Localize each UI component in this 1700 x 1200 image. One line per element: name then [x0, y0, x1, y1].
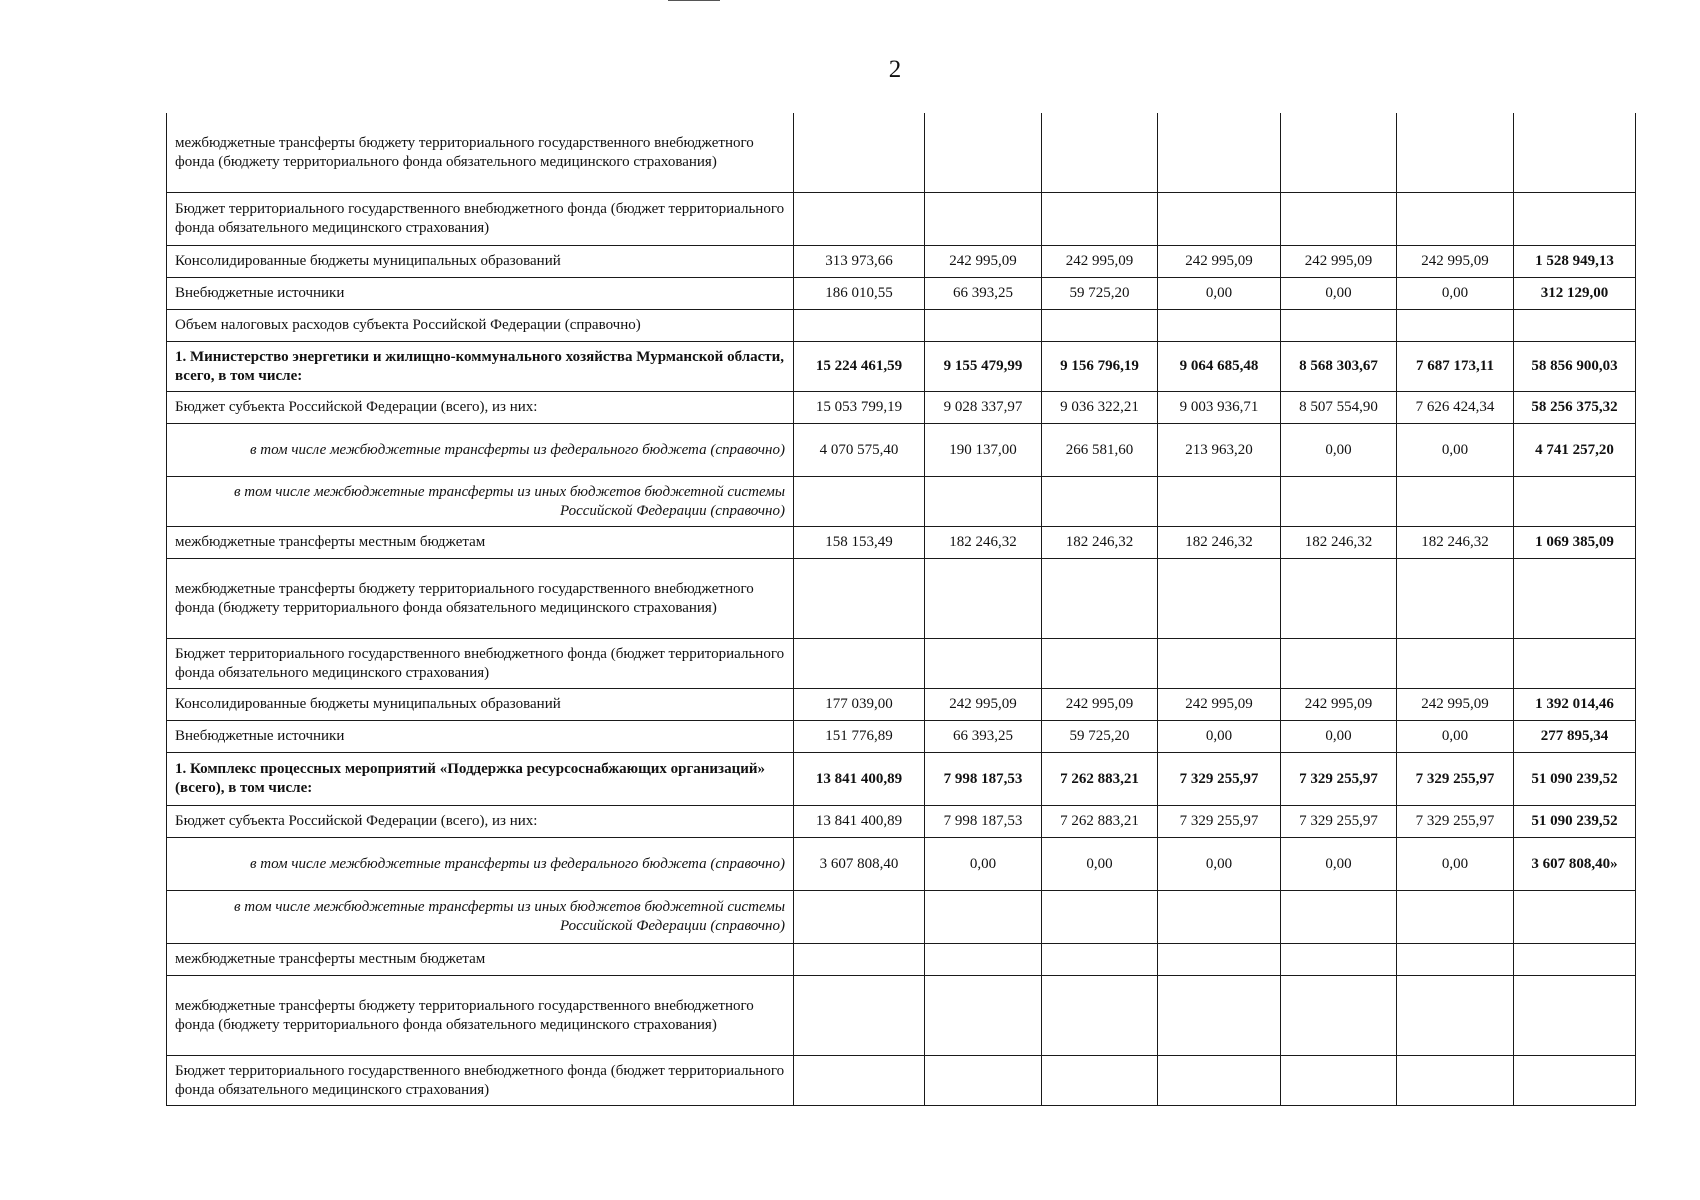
year-value-cell	[794, 891, 925, 944]
total-value-cell: 3 607 808,40»	[1514, 838, 1636, 891]
table-row	[167, 753, 1636, 806]
year-value-cell	[794, 113, 925, 193]
year-value-cell	[1042, 477, 1158, 527]
year-value-cell	[1397, 559, 1514, 639]
year-value-cell: 0,00	[1397, 278, 1514, 310]
year-value-cell: 242 995,09	[1397, 689, 1514, 721]
year-value-cell: 7 329 255,97	[1281, 806, 1397, 838]
row-label: в том числе межбюджетные трансферты из иных бюджетов бюджетной системы Российской Федерации (справочно)	[167, 477, 794, 527]
table-row	[167, 392, 1636, 424]
year-value-cell: 7 329 255,97	[1158, 806, 1281, 838]
year-value-cell: 4 070 575,40	[794, 424, 925, 477]
row-label: межбюджетные трансферты бюджету территориального государственного внебюджетного фонда (бюджету территориального фонда обязательного медицинского страхования)	[167, 113, 794, 193]
year-value-cell	[1158, 891, 1281, 944]
year-value-cell: 0,00	[1281, 424, 1397, 477]
row-label: межбюджетные трансферты местным бюджетам	[167, 527, 794, 559]
row-label: Внебюджетные источники	[167, 721, 794, 753]
row-label: в том числе межбюджетные трансферты из федерального бюджета (справочно)	[167, 424, 794, 477]
year-value-cell	[1042, 559, 1158, 639]
year-value-cell: 59 725,20	[1042, 721, 1158, 753]
row-label: 1. Комплекс процессных мероприятий «Поддержка ресурсоснабжающих организаций» (всего), в том числе:	[167, 753, 794, 806]
row-label: в том числе межбюджетные трансферты из федерального бюджета (справочно)	[167, 838, 794, 891]
year-value-cell: 182 246,32	[1397, 527, 1514, 559]
total-value-cell	[1514, 310, 1636, 342]
total-value-cell	[1514, 1056, 1636, 1106]
year-value-cell: 9 064 685,48	[1158, 342, 1281, 392]
year-value-cell: 8 507 554,90	[1281, 392, 1397, 424]
table-row	[167, 527, 1636, 559]
row-label: Бюджет территориального государственного внебюджетного фонда (бюджет территориального фонда обязательного медицинского страхования)	[167, 1056, 794, 1106]
row-label: межбюджетные трансферты бюджету территориального государственного внебюджетного фонда (бюджету территориального фонда обязательного медицинского страхования)	[167, 976, 794, 1056]
year-value-cell	[1042, 1056, 1158, 1106]
row-label: Внебюджетные источники	[167, 278, 794, 310]
year-value-cell: 9 003 936,71	[1158, 392, 1281, 424]
table-row	[167, 310, 1636, 342]
year-value-cell	[794, 559, 925, 639]
year-value-cell: 182 246,32	[925, 527, 1042, 559]
year-value-cell	[1397, 891, 1514, 944]
table-row	[167, 278, 1636, 310]
row-label: Бюджет территориального государственного внебюджетного фонда (бюджет территориального фонда обязательного медицинского страхования)	[167, 639, 794, 689]
row-label: в том числе межбюджетные трансферты из иных бюджетов бюджетной системы Российской Федерации (справочно)	[167, 891, 794, 944]
year-value-cell: 66 393,25	[925, 721, 1042, 753]
year-value-cell: 0,00	[1158, 278, 1281, 310]
total-value-cell: 58 856 900,03	[1514, 342, 1636, 392]
row-label: Бюджет субъекта Российской Федерации (всего), из них:	[167, 806, 794, 838]
year-value-cell: 182 246,32	[1281, 527, 1397, 559]
year-value-cell: 242 995,09	[1397, 246, 1514, 278]
year-value-cell: 242 995,09	[1281, 689, 1397, 721]
year-value-cell: 7 998 187,53	[925, 806, 1042, 838]
year-value-cell: 0,00	[1281, 278, 1397, 310]
year-value-cell	[1281, 944, 1397, 976]
table-row	[167, 838, 1636, 891]
table-row	[167, 113, 1636, 193]
year-value-cell	[1158, 639, 1281, 689]
year-value-cell	[1397, 477, 1514, 527]
year-value-cell	[794, 1056, 925, 1106]
total-value-cell: 1 528 949,13	[1514, 246, 1636, 278]
row-label: межбюджетные трансферты бюджету территориального государственного внебюджетного фонда (бюджету территориального фонда обязательного медицинского страхования)	[167, 559, 794, 639]
year-value-cell: 7 329 255,97	[1158, 753, 1281, 806]
table-row	[167, 806, 1636, 838]
year-value-cell: 9 155 479,99	[925, 342, 1042, 392]
total-value-cell	[1514, 193, 1636, 246]
year-value-cell	[1042, 113, 1158, 193]
year-value-cell	[1042, 310, 1158, 342]
budget-table	[166, 113, 1636, 1106]
year-value-cell	[925, 193, 1042, 246]
year-value-cell: 8 568 303,67	[1281, 342, 1397, 392]
table-row	[167, 689, 1636, 721]
total-value-cell: 1 069 385,09	[1514, 527, 1636, 559]
year-value-cell: 242 995,09	[1281, 246, 1397, 278]
year-value-cell	[794, 944, 925, 976]
year-value-cell	[925, 639, 1042, 689]
total-value-cell: 4 741 257,20	[1514, 424, 1636, 477]
year-value-cell: 9 028 337,97	[925, 392, 1042, 424]
year-value-cell	[925, 1056, 1042, 1106]
year-value-cell	[925, 310, 1042, 342]
table-row	[167, 891, 1636, 944]
year-value-cell	[1281, 976, 1397, 1056]
year-value-cell	[925, 944, 1042, 976]
row-label: Консолидированные бюджеты муниципальных образований	[167, 689, 794, 721]
year-value-cell: 242 995,09	[1042, 689, 1158, 721]
year-value-cell: 242 995,09	[1158, 689, 1281, 721]
year-value-cell: 7 329 255,97	[1397, 806, 1514, 838]
year-value-cell: 242 995,09	[925, 689, 1042, 721]
table-row	[167, 246, 1636, 278]
year-value-cell: 266 581,60	[1042, 424, 1158, 477]
year-value-cell	[1281, 639, 1397, 689]
year-value-cell	[1281, 310, 1397, 342]
year-value-cell: 242 995,09	[1042, 246, 1158, 278]
total-value-cell	[1514, 944, 1636, 976]
year-value-cell	[1397, 113, 1514, 193]
year-value-cell: 242 995,09	[925, 246, 1042, 278]
year-value-cell	[1281, 113, 1397, 193]
year-value-cell: 0,00	[1397, 721, 1514, 753]
year-value-cell: 182 246,32	[1042, 527, 1158, 559]
year-value-cell	[925, 559, 1042, 639]
year-value-cell	[925, 976, 1042, 1056]
year-value-cell: 7 687 173,11	[1397, 342, 1514, 392]
year-value-cell: 13 841 400,89	[794, 806, 925, 838]
year-value-cell: 186 010,55	[794, 278, 925, 310]
total-value-cell: 51 090 239,52	[1514, 753, 1636, 806]
year-value-cell	[794, 976, 925, 1056]
table-row	[167, 976, 1636, 1056]
year-value-cell: 0,00	[1397, 424, 1514, 477]
year-value-cell: 0,00	[1281, 838, 1397, 891]
year-value-cell: 7 262 883,21	[1042, 806, 1158, 838]
year-value-cell	[1158, 976, 1281, 1056]
year-value-cell: 7 329 255,97	[1397, 753, 1514, 806]
year-value-cell	[1397, 1056, 1514, 1106]
year-value-cell	[1397, 944, 1514, 976]
year-value-cell: 9 036 322,21	[1042, 392, 1158, 424]
row-label: Бюджет субъекта Российской Федерации (всего), из них:	[167, 392, 794, 424]
year-value-cell: 0,00	[1158, 721, 1281, 753]
year-value-cell: 0,00	[1281, 721, 1397, 753]
year-value-cell	[925, 891, 1042, 944]
year-value-cell: 0,00	[1158, 838, 1281, 891]
year-value-cell: 15 053 799,19	[794, 392, 925, 424]
year-value-cell: 7 626 424,34	[1397, 392, 1514, 424]
year-value-cell: 0,00	[925, 838, 1042, 891]
year-value-cell	[925, 477, 1042, 527]
table-row	[167, 639, 1636, 689]
total-value-cell: 58 256 375,32	[1514, 392, 1636, 424]
year-value-cell	[1042, 639, 1158, 689]
year-value-cell	[1281, 891, 1397, 944]
year-value-cell: 0,00	[1042, 838, 1158, 891]
table-row	[167, 721, 1636, 753]
year-value-cell	[1042, 891, 1158, 944]
year-value-cell: 0,00	[1397, 838, 1514, 891]
year-value-cell	[1158, 113, 1281, 193]
total-value-cell	[1514, 477, 1636, 527]
year-value-cell: 13 841 400,89	[794, 753, 925, 806]
year-value-cell: 7 329 255,97	[1281, 753, 1397, 806]
year-value-cell: 158 153,49	[794, 527, 925, 559]
year-value-cell	[794, 639, 925, 689]
row-label: межбюджетные трансферты местным бюджетам	[167, 944, 794, 976]
year-value-cell: 190 137,00	[925, 424, 1042, 477]
year-value-cell	[1397, 976, 1514, 1056]
total-value-cell: 277 895,34	[1514, 721, 1636, 753]
year-value-cell	[1397, 310, 1514, 342]
year-value-cell: 9 156 796,19	[1042, 342, 1158, 392]
year-value-cell	[1158, 193, 1281, 246]
table-row	[167, 1056, 1636, 1106]
table-row	[167, 944, 1636, 976]
page-number: 2	[888, 56, 902, 83]
row-label: Объем налоговых расходов субъекта Российской Федерации (справочно)	[167, 310, 794, 342]
year-value-cell	[1281, 559, 1397, 639]
year-value-cell	[1042, 193, 1158, 246]
year-value-cell	[1158, 559, 1281, 639]
year-value-cell	[1158, 310, 1281, 342]
year-value-cell	[794, 477, 925, 527]
year-value-cell: 3 607 808,40	[794, 838, 925, 891]
year-value-cell: 66 393,25	[925, 278, 1042, 310]
year-value-cell	[1397, 639, 1514, 689]
table-row	[167, 559, 1636, 639]
table-row	[167, 424, 1636, 477]
year-value-cell: 59 725,20	[1042, 278, 1158, 310]
year-value-cell: 213 963,20	[1158, 424, 1281, 477]
year-value-cell: 242 995,09	[1158, 246, 1281, 278]
total-value-cell	[1514, 891, 1636, 944]
year-value-cell	[1042, 944, 1158, 976]
year-value-cell: 177 039,00	[794, 689, 925, 721]
year-value-cell	[1158, 944, 1281, 976]
total-value-cell: 51 090 239,52	[1514, 806, 1636, 838]
total-value-cell	[1514, 113, 1636, 193]
total-value-cell	[1514, 639, 1636, 689]
row-label: Консолидированные бюджеты муниципальных образований	[167, 246, 794, 278]
year-value-cell: 182 246,32	[1158, 527, 1281, 559]
year-value-cell: 15 224 461,59	[794, 342, 925, 392]
year-value-cell: 151 776,89	[794, 721, 925, 753]
year-value-cell	[1397, 193, 1514, 246]
table-row	[167, 342, 1636, 392]
year-value-cell	[1158, 477, 1281, 527]
row-label: 1. Министерство энергетики и жилищно-коммунального хозяйства Мурманской области, всего, в том числе:	[167, 342, 794, 392]
total-value-cell: 312 129,00	[1514, 278, 1636, 310]
scan-artifact-line	[668, 0, 720, 1]
year-value-cell	[794, 193, 925, 246]
year-value-cell	[1281, 477, 1397, 527]
year-value-cell	[794, 310, 925, 342]
budget-table-body	[167, 113, 1636, 1106]
year-value-cell	[1158, 1056, 1281, 1106]
year-value-cell	[925, 113, 1042, 193]
year-value-cell: 7 998 187,53	[925, 753, 1042, 806]
year-value-cell	[1281, 193, 1397, 246]
row-label: Бюджет территориального государственного внебюджетного фонда (бюджет территориального фонда обязательного медицинского страхования)	[167, 193, 794, 246]
total-value-cell	[1514, 976, 1636, 1056]
table-row	[167, 477, 1636, 527]
total-value-cell: 1 392 014,46	[1514, 689, 1636, 721]
table-row	[167, 193, 1636, 246]
year-value-cell: 7 262 883,21	[1042, 753, 1158, 806]
year-value-cell	[1281, 1056, 1397, 1106]
total-value-cell	[1514, 559, 1636, 639]
year-value-cell: 313 973,66	[794, 246, 925, 278]
year-value-cell	[1042, 976, 1158, 1056]
